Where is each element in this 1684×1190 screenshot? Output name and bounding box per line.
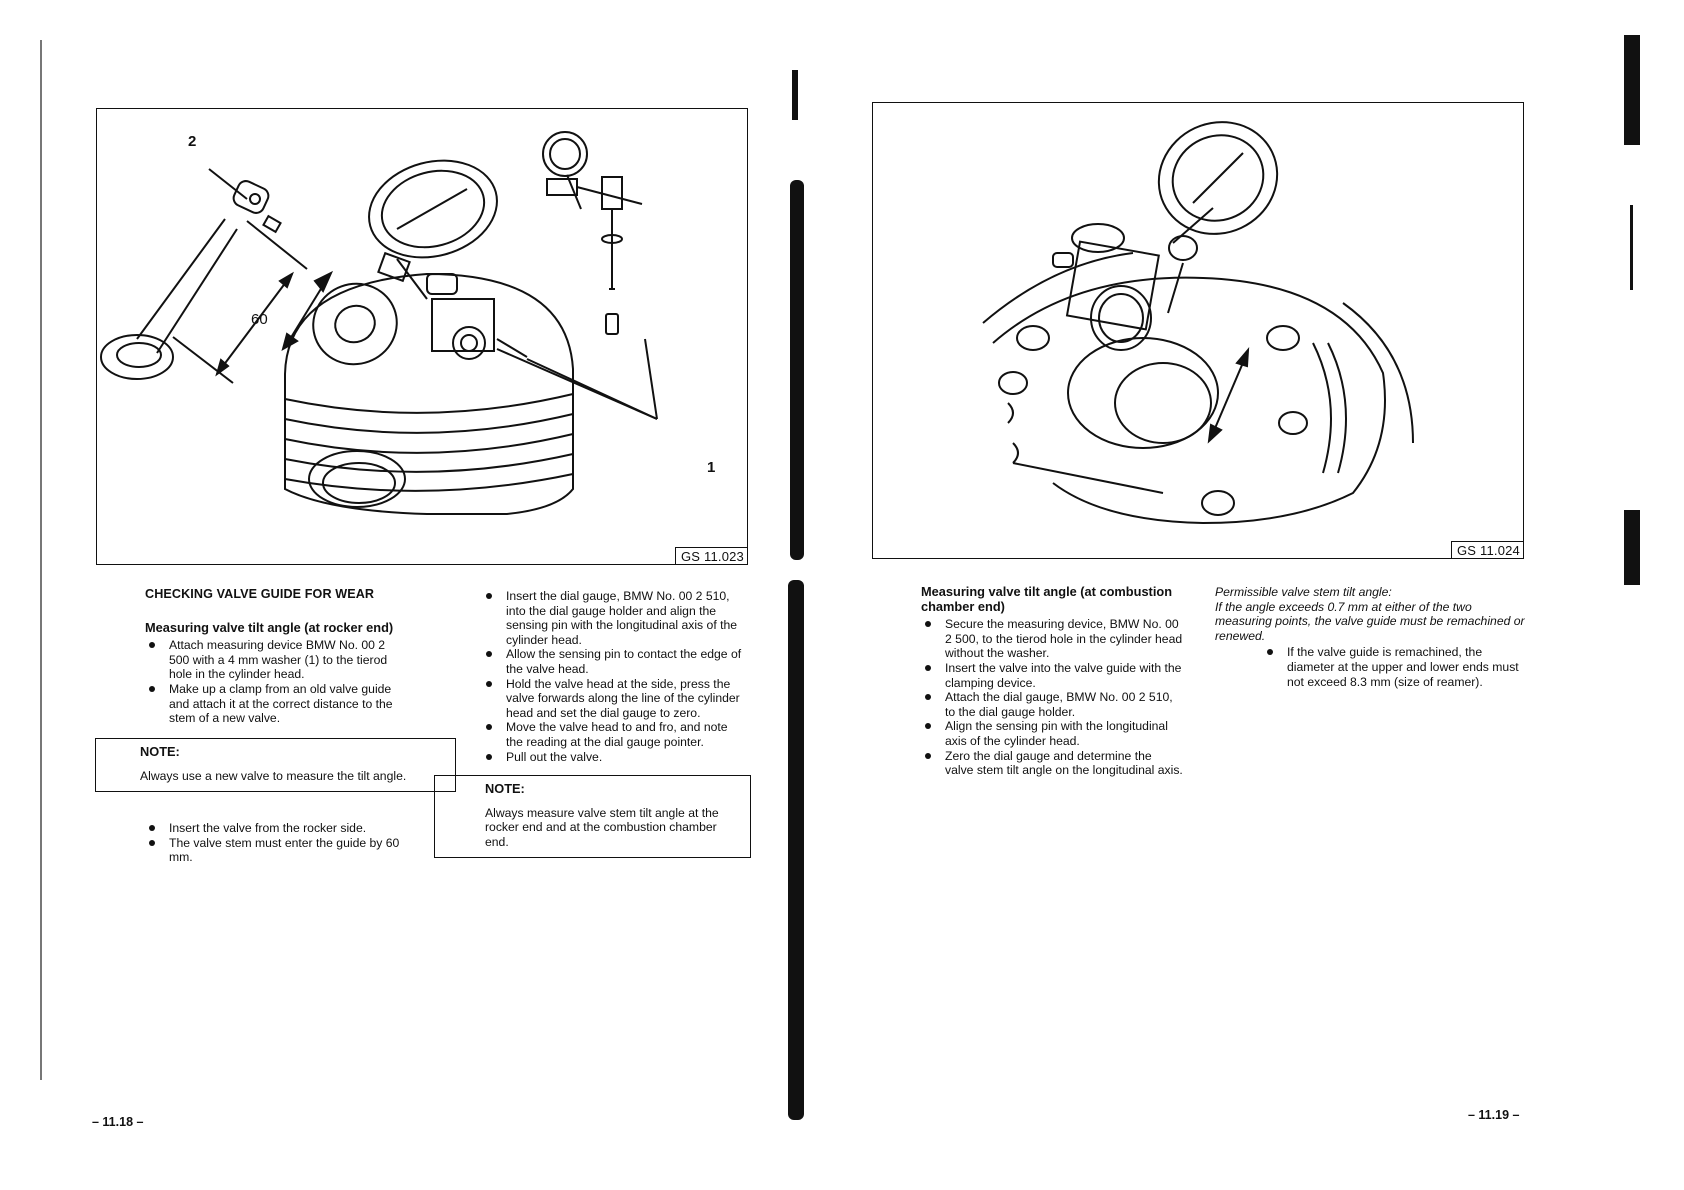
list-item: Insert the valve into the valve guide with the clamping device. (921, 661, 1183, 690)
list-item: Zero the dial gauge and determine the valve stem tilt angle on the longitudinal axis. (921, 749, 1183, 778)
list-item: Pull out the valve. (482, 750, 747, 765)
page-number-left: – 11.18 – (92, 1115, 144, 1129)
section-title: CHECKING VALVE GUIDE FOR WEAR (145, 587, 375, 601)
figure-label: GS 11.023 (675, 547, 747, 564)
list-item: The valve stem must enter the guide by 60 mm. (145, 836, 403, 865)
scan-edge-mark (1630, 205, 1633, 290)
note-text: Always measure valve stem tilt angle at the rocker end and at the combustion chamber end. (485, 805, 719, 849)
subheading-rocker-end: Measuring valve tilt angle (at rocker end) (145, 619, 394, 635)
note-box-1 (95, 738, 456, 792)
permissible-title: Permissible valve stem tilt angle: (1215, 585, 1392, 599)
figure-gs-11-024 (872, 102, 1524, 559)
figure-gs-11-023 (96, 108, 748, 565)
page-number-right: – 11.19 – (1468, 1108, 1520, 1122)
permissible-text: If the angle exceeds 0.7 mm at either of the two measuring points, the valve guide must be remachined or renewed. (1215, 599, 1525, 643)
dimension-60: 60 (251, 311, 268, 328)
list-item: Attach the dial gauge, BMW No. 00 2 510, to the dial gauge holder. (921, 690, 1183, 719)
scan-edge-mark (1624, 35, 1640, 145)
right-column-2 (1215, 585, 1525, 689)
binding-gutter (788, 60, 814, 1180)
note-box-2 (434, 775, 751, 858)
gutter-mark (792, 70, 798, 120)
bullet-list-b (145, 821, 403, 865)
scan-edge-mark (40, 40, 42, 1080)
gutter-shadow (790, 180, 804, 560)
figure-label: GS 11.024 (1451, 541, 1523, 558)
left-page (0, 0, 830, 1190)
right-column-1 (921, 585, 1183, 778)
note-title: NOTE: (140, 744, 180, 759)
right-page (830, 0, 1684, 1190)
callout-2: 2 (188, 133, 197, 150)
list-item: Align the sensing pin with the longitudinal axis of the cylinder head. (921, 719, 1183, 748)
list-item: If the valve guide is remachined, the diameter at the upper and lower ends must not exceed 8.3 mm (size of reamer). (1263, 645, 1525, 689)
bullet-list-c (482, 589, 747, 764)
note-text: Always use a new valve to measure the tilt angle. (140, 768, 407, 783)
left-column-1b (145, 821, 403, 865)
subheading-combustion-end: Measuring valve tilt angle (at combustion chamber end) (921, 584, 1173, 614)
scan-edge-mark (1624, 510, 1640, 585)
gutter-shadow (788, 580, 804, 1120)
note-title: NOTE: (485, 781, 525, 796)
valve-guide-combustion-end-illustration (873, 103, 1523, 558)
list-item: Insert the valve from the rocker side. (145, 821, 403, 836)
list-item: Allow the sensing pin to contact the edge of the valve head. (482, 647, 747, 676)
left-column-2 (482, 589, 747, 764)
valve-guide-rocker-end-illustration (97, 109, 747, 564)
list-item: Move the valve head to and fro, and note the reading at the dial gauge pointer. (482, 720, 747, 749)
bullet-list-right-2 (1263, 645, 1525, 689)
list-item: Hold the valve head at the side, press the valve forwards along the line of the cylinder head and set the dial gauge to zero. (482, 677, 747, 721)
list-item: Make up a clamp from an old valve guide and attach it at the correct distance to the stem of a new valve. (145, 682, 403, 726)
list-item: Insert the dial gauge, BMW No. 00 2 510, into the dial gauge holder and align the sensing pin with the longitudinal axis of the cylinder head. (482, 589, 747, 647)
left-column-1 (145, 587, 403, 726)
list-item: Secure the measuring device, BMW No. 00 2 500, to the tierod hole in the cylinder head without the washer. (921, 617, 1183, 661)
bullet-list-right (921, 617, 1183, 778)
list-item: Attach measuring device BMW No. 00 2 500 with a 4 mm washer (1) to the tierod hole in the cylinder head. (145, 638, 403, 682)
callout-1: 1 (707, 459, 716, 476)
bullet-list-a (145, 638, 403, 726)
